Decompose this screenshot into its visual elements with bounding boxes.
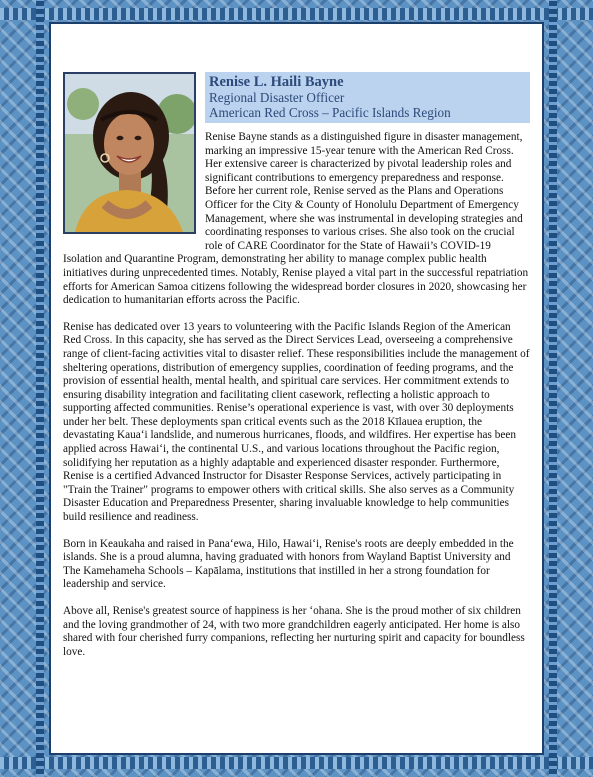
bio-page [51,24,542,753]
profile-photo [63,72,196,234]
bio-paragraph-1: Renise Bayne stands as a distinguished figure in disaster management, marking an impressive 15-year tenure with the American Red Cross. Her extensive career is characterized by pivotal leadership roles and significant contributions to emergency preparedness and response. Before her current role, Renise served as the Plans and Operations Officer for the City & County of Honolulu Department of Emergency Management, where she was instrumental in developing strategies and coordinating responses to various crises. She also took on the crucial role of CARE Coordinator for the State of Hawaii’s COVID-19 Isolation and Quarantine Program, demonstrating her ability to manage complex public health initiatives during unprecedented times. Notably, Renise played a vital part in the successful repatriation efforts for American Samoa citizens following the widespread border closures in 2020, showcasing her dedication to humanitarian efforts across the Pacific. [63,131,529,307]
bio-paragraph-4: Above all, Renise's greatest source of happiness is her ‘ohana. She is the proud mother of six children and the loving grandmother of 24, with two more grandchildren eagerly anticipated. Her home is also shared with four cherished furry companions, reflecting her nurturing spirit and capacity for boundless love. [63,605,525,658]
profile-header [205,72,530,123]
border-strip-top [0,8,593,20]
border-strip-bottom [0,757,593,769]
bio-content [63,72,530,672]
bio-paragraph-2: Renise has dedicated over 13 years to volunteering with the Pacific Islands Region of the American Red Cross. In this capacity, she has served as the Direct Services Lead, overseeing a comprehensive range of client-facing activities vital to disaster relief. These responsibilities include the management of sheltering operations, distribution of emergency supplies, coordination of feeding programs, and the provision of essential health, mental health, and spiritual care services. Her commitment extends to ensuring disability integration and facilitating client casework, reflecting a holistic approach to supporting affected communities. Renise’s operational experience is vast, with over 30 deployments under her belt. These deployments span critical events such as the 2018 Kīlauea eruption, the devastating Kaua‘i landslide, and numerous hurricanes, floods, and wildfires. Her expertise has been applied across Hawai‘i, the continental U.S., and various locations throughout the Pacific region, solidifying her reputation as a highly adaptable and experienced disaster responder. Furthermore, Renise is a certified Advanced Instructor for Disaster Response Services, actively participating in "Train the Trainer" programs to empower others with critical skills. She also serves as a Community Disaster Education and Preparedness Presenter, sharing invaluable knowledge to help communities build resilience and readiness. [63,320,530,524]
profile-name: Renise L. Haili Bayne [209,74,344,90]
profile-title: Regional Disaster Officer [209,90,345,105]
border-band-right [549,0,557,777]
profile-organization: American Red Cross – Pacific Islands Region [209,105,451,120]
border-band-left [36,0,44,777]
portrait-image [65,74,194,232]
bio-paragraph-3: Born in Keaukaha and raised in Pana‘ewa, Hilo, Hawai‘i, Renise's roots are deeply embedded in the islands. She is a proud alumna, having graduated with honors from Wayland Baptist University and The Kamehameha Schools – Kapālama, institutions that instilled in her a strong foundation for leadership and service. [63,537,514,591]
